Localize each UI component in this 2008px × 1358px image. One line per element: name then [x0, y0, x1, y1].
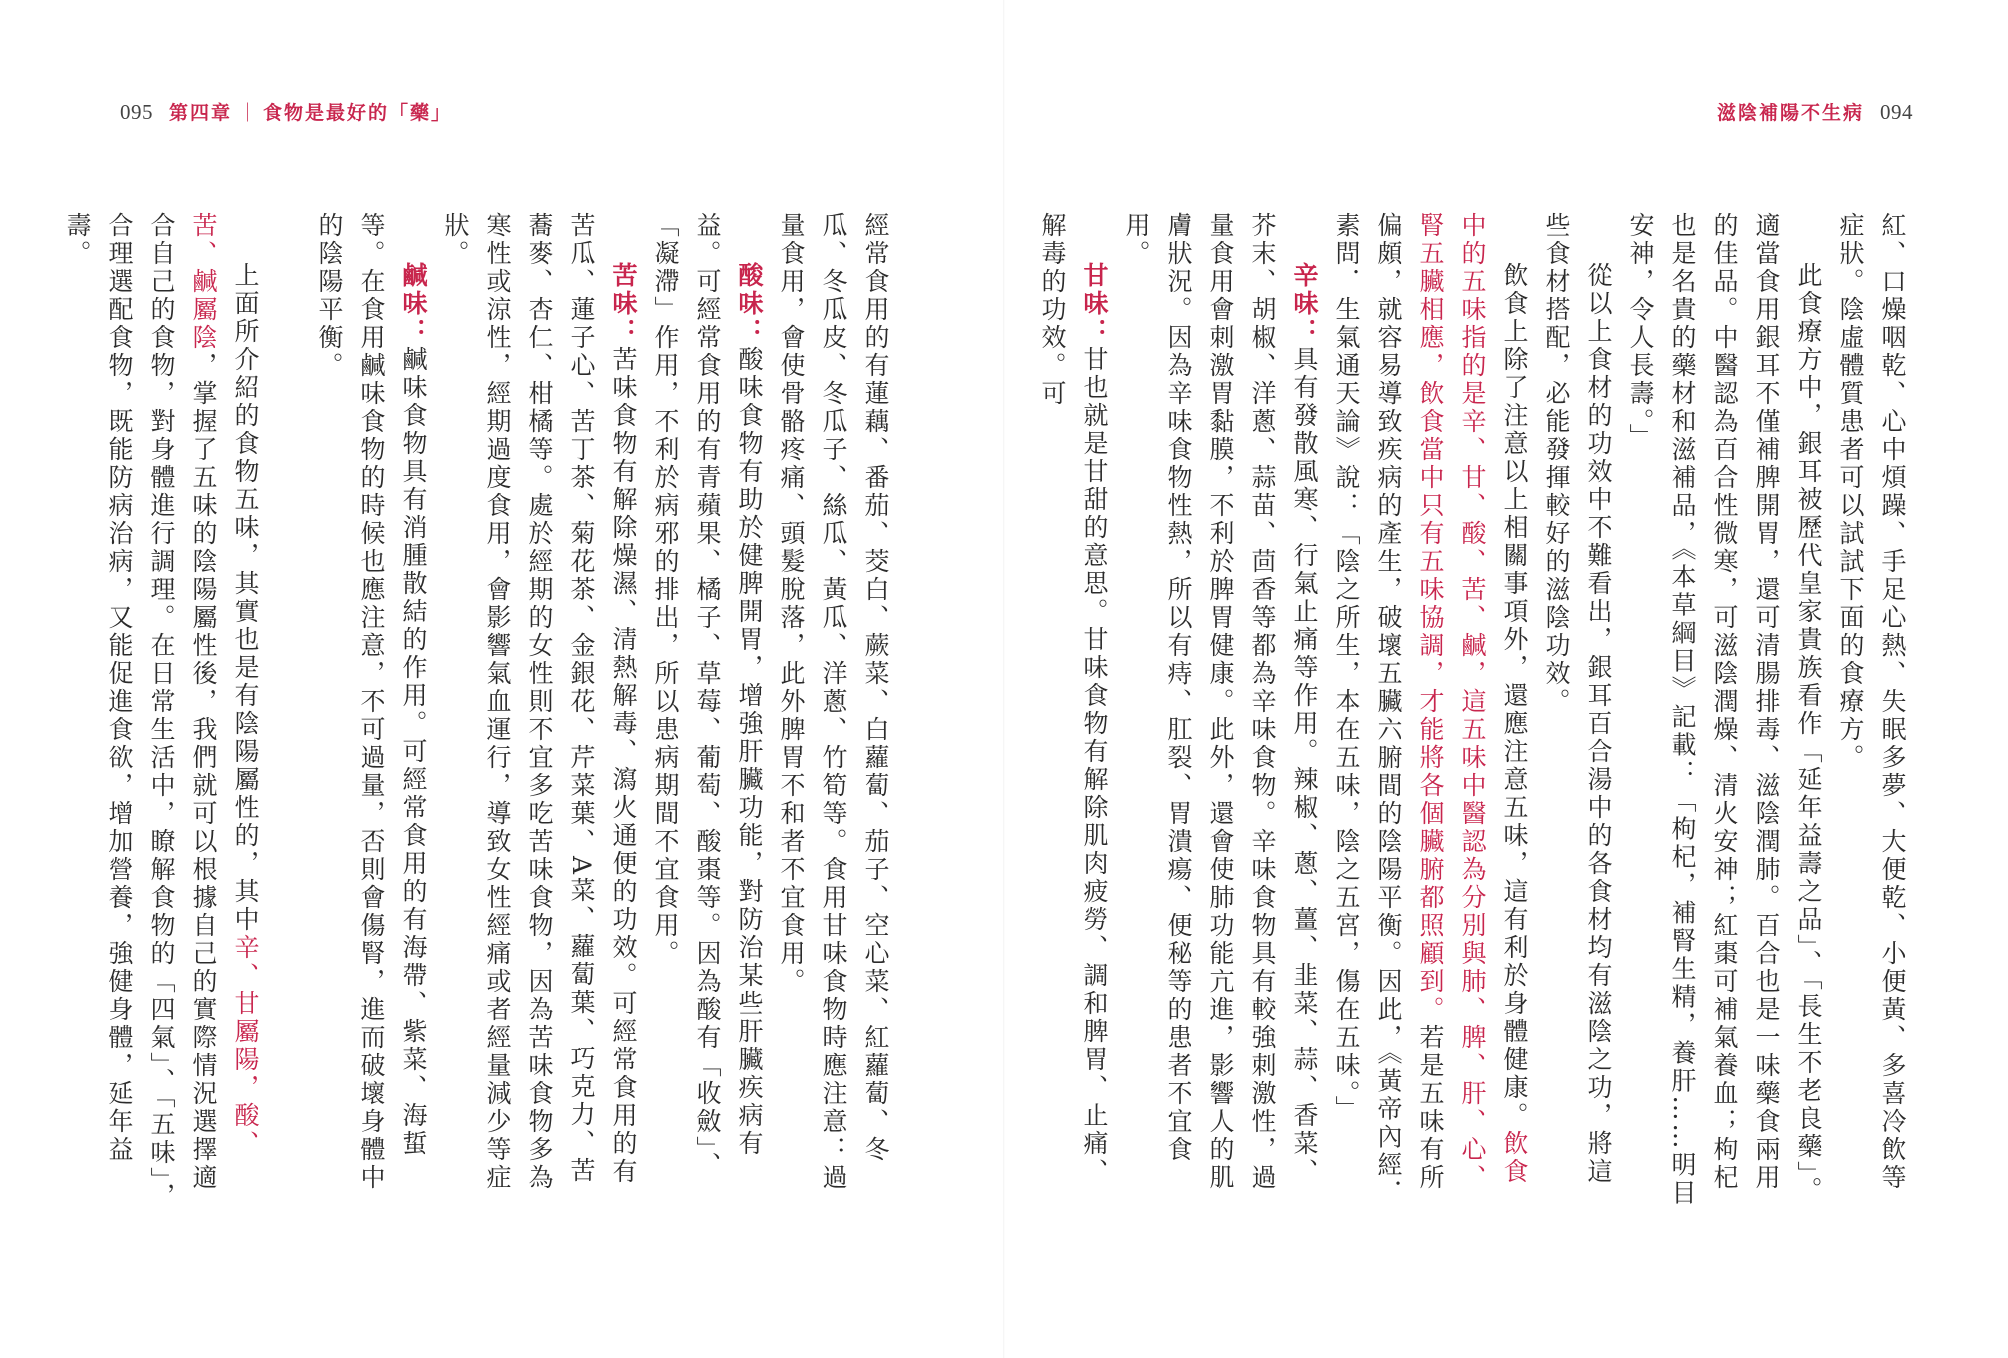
- keyword-label: 鹹味：: [399, 262, 428, 346]
- paragraph: [434, 212, 644, 1212]
- paragraph-text: 酸味食物有助於健脾開胃，增強肝臟功能，對防治某些肝臟疾病有益。可經常食用的有青蘋果、橘子、草莓、葡萄、酸棗等。因為酸有「收斂」、「凝滯」作用，不利於病邪的排出，所以患病期間不宜食用。: [651, 212, 764, 1180]
- left-page-body: [63, 212, 896, 1212]
- left-page-number: 095: [120, 100, 153, 124]
- paragraph: [56, 212, 266, 1212]
- paragraph-text: 苦味食物有解除燥濕、清熱解毒、瀉火通便的功效。可經常食用的有苦瓜、蓮子心、苦丁茶、菊花茶、金銀花、芹菜葉、A菜、蘿蔔葉、巧克力、苦蕎麥、杏仁、柑橘等。處於經期的女性則不宜多吃苦味食物，因為苦味食物多為寒性或涼性，經期過度食用，會影響氣血運行，導致女性經痛或者經量減少等症狀。: [441, 212, 638, 1192]
- keyword-label: 甘味：: [1080, 262, 1109, 346]
- keyword-label: 苦味：: [609, 262, 638, 346]
- paragraph-text: 甘也就是甘甜的意思。甘味食物有解除肌肉疲勞、調和脾胃、止痛、解毒的功效。可: [1038, 212, 1109, 1186]
- paragraph-text: 具有發散風寒、行氣止痛等作用。辣椒、蔥、薑、韭菜、蒜、香菜、芥末、胡椒、洋蔥、蒜苗、茴香等都為辛味食物。辛味食物具有較強刺激性，過量食用會刺激胃黏膜，不利於脾胃健康。此外，還會使肺功能亢進，影響人的肌膚狀況。因為辛味食物性熱，所以有痔、肛裂、胃潰瘍、便秘等的患者不宜食用。: [1122, 212, 1319, 1192]
- paragraph: [1535, 212, 1619, 1212]
- left-page-header: [120, 98, 452, 125]
- page-gutter: [1003, 0, 1005, 1358]
- paragraph: [1619, 212, 1829, 1212]
- paragraph-text: 此食療方中，銀耳被歷代皇家貴族看作「延年益壽之品」、「長生不老良藥」。適當食用銀耳不僅補脾開胃，還可清腸排毒、滋陰潤肺。百合也是一味藥食兩用的佳品。中醫認為百合性微寒，可滋陰潤燥、清火安神；紅棗可補氣養血；枸杞也是名貴的藥材和滋補品，《本草綱目》記載：「枸杞，補腎生精，養肝……明目安神，令人長壽。」: [1626, 212, 1823, 1208]
- paragraph: [1031, 212, 1115, 1212]
- paragraph: [770, 212, 896, 1212]
- paragraph: [644, 212, 770, 1212]
- keyword-label: 酸味：: [735, 262, 764, 346]
- paragraph-text: 紅、口燥咽乾、心中煩躁、手足心熱、失眠多夢、大便乾、小便黃、多喜冷飲等症狀。陰虛體質患者可以試試下面的食療方。: [1836, 212, 1907, 1192]
- paragraph: [308, 212, 434, 1212]
- right-page-body: [1033, 212, 1913, 1212]
- paragraph-text: 鹹味食物具有消腫散結的作用。可經常食用的有海帶、紫菜、海蜇等。在食用鹹味食物的時候也應注意，不可過量，否則會傷腎，進而破壞身體中的陰陽平衡。: [315, 212, 428, 1192]
- paragraph: [1115, 212, 1325, 1212]
- paragraph-text: 從以上食材的功效中不難看出，銀耳百合湯中的各食材均有滋陰之功，將這些食材搭配，必能發揮較好的滋陰功效。: [1542, 212, 1613, 1186]
- chapter-title: 食物是最好的「藥」: [263, 102, 453, 124]
- paragraph-text: 飲食上除了注意以上相關事項外，還應注意五味，這有利於身體健康。: [1500, 262, 1529, 1130]
- chapter-label: 第四章: [169, 102, 233, 124]
- highlighted-text: 飲食中的五味指的是辛、甘、酸、苦、鹹，這五味中醫認為分別與肺、脾、肝、心、腎五臟相應，飲食當中只有五味協調，才能將各個臟腑都照顧到。: [1416, 212, 1529, 1192]
- paragraph-text: 若是五味有所偏頗，就容易導致疾病的產生，破壞五臟六腑間的陰陽平衡。因此，《黃帝內經．素問．生氣通天論》說：「陰之所生，本在五味，陰之五宮，傷在五味。」: [1332, 212, 1445, 1208]
- paragraph-text: 經常食用的有蓮藕、番茄、茭白、蕨菜、白蘿蔔、茄子、空心菜、紅蘿蔔、冬瓜、冬瓜皮、冬瓜子、絲瓜、黃瓜、洋蔥、竹筍等。食用甘味食物時應注意：過量食用，會使骨骼疼痛、頭髮脫落，此外脾胃不和者不宜食用。: [777, 212, 890, 1192]
- paragraph: [1325, 212, 1535, 1212]
- header-separator: ｜: [238, 102, 258, 124]
- right-page-number: 094: [1880, 100, 1913, 124]
- keyword-label: 辛味：: [1290, 262, 1319, 346]
- paragraph-text: 上面所介紹的食物五味，其實也是有陰陽屬性的，其中: [231, 262, 260, 934]
- paragraph: [1829, 212, 1913, 1212]
- right-page-header: [1717, 98, 1913, 125]
- highlighted-text: 辛、甘屬陽，酸、苦、鹹屬陰: [189, 212, 260, 1158]
- paragraph-text: ，掌握了五味的陰陽屬性後，我們就可以根據自己的實際情況選擇適合自己的食物，對身體進行調理。在日常生活中，瞭解食物的「四氣」、「五味」，合理選配食物，既能防病治病，又能促進食欲，增加營養，強健身體，延年益壽。: [63, 212, 218, 1211]
- book-title: 滋陰補陽不生病: [1716, 102, 1864, 124]
